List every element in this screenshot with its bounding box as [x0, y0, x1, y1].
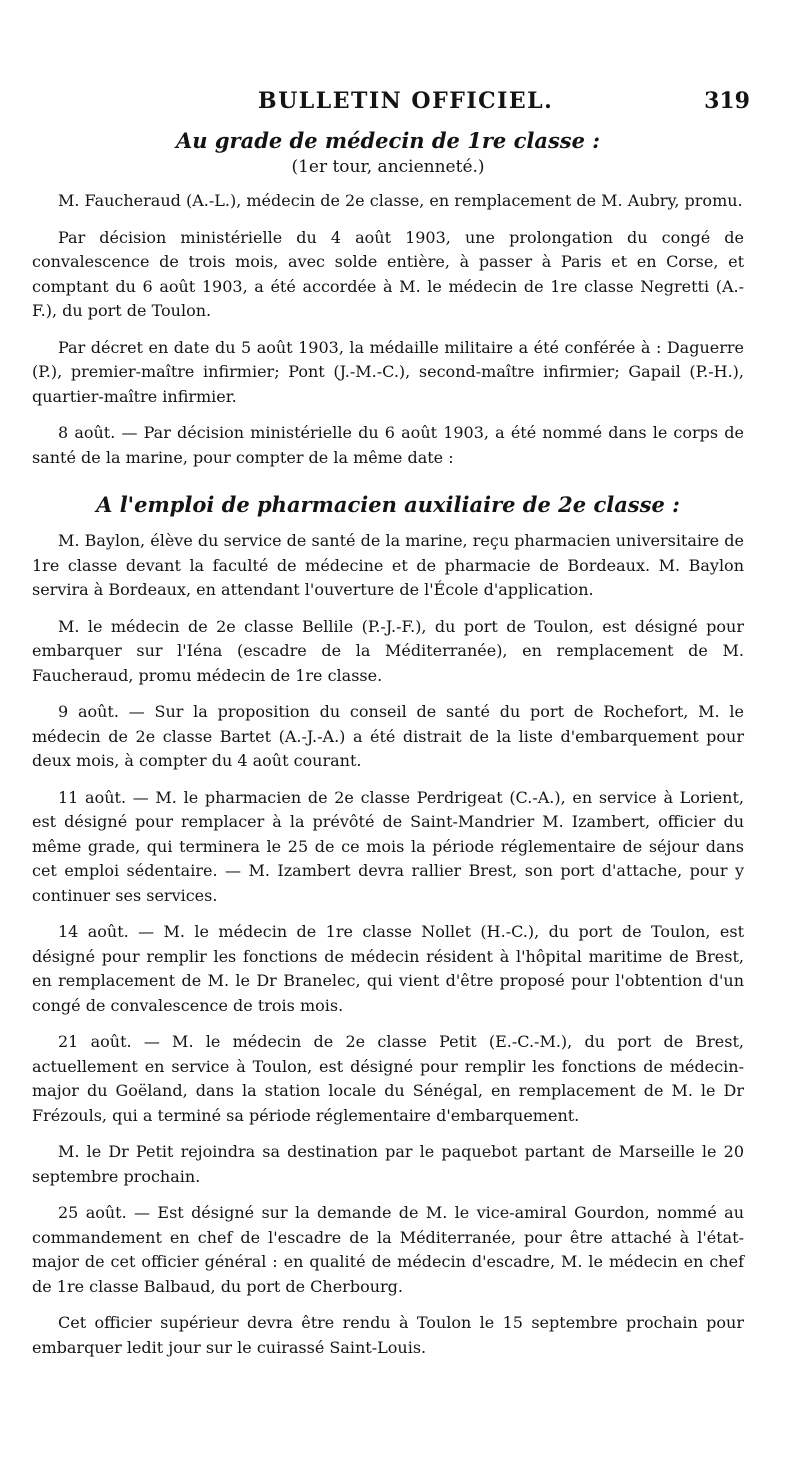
- document-body: [32, 128, 744, 1360]
- paragraph: M. Faucheraud (A.-L.), médecin de 2e classe, en remplacement de M. Aubry, promu.: [58, 191, 743, 210]
- paragraph: M. Baylon, élève du service de santé de la marine, reçu pharmacien universitaire de 1re classe devant la faculté de médecine et de pharmacie de Bordeaux. M. Baylon servira à Bordeaux, en attendant l'ouverture de l'École d'application.: [32, 531, 744, 599]
- paragraph: 14 août. — M. le médecin de 1re classe Nollet (H.-C.), du port de Toulon, est désigné pour remplir les fonctions de médecin résident à l'hôpital maritime de Brest, en remplacement de M. le Dr Branelec, qui vient d'être proposé pour l'obtention d'un congé de convalescence de trois mois.: [32, 922, 744, 1015]
- page-number: 319: [704, 88, 750, 114]
- paragraph: Par décision ministérielle du 4 août 1903, une prolongation du congé de convalescence de trois mois, avec solde entière, à passer à Paris et en Corse, et comptant du 6 août 1903, a été accordée à M. le médecin de 1re classe Negretti (A.-F.), du port de Toulon.: [32, 227, 744, 320]
- paragraph: 25 août. — Est désigné sur la demande de M. le vice-amiral Gourdon, nommé au commandement en chef de l'escadre de la Méditerranée, pour être attaché à l'état-major de cet officier général : en qualité de médecin d'escadre, M. le médecin en chef de 1re classe Balbaud, du port de Cherbourg.: [32, 1203, 744, 1296]
- section-subheading: (1er tour, ancienneté.): [291, 157, 485, 177]
- paragraph: 9 août. — Sur la proposition du conseil de santé du port de Rochefort, M. le médecin de 2e classe Bartet (A.-J.-A.) a été distrait de la liste d'embarquement pour deux mois, à compter du 4 août courant.: [32, 702, 744, 770]
- section-heading-pharmacien-auxiliaire: A l'emploi de pharmacien auxiliaire de 2e classe :: [96, 492, 680, 517]
- section-heading-medecin-1re-classe: Au grade de médecin de 1re classe :: [175, 128, 601, 153]
- paragraph: M. le Dr Petit rejoindra sa destination par le paquebot partant de Marseille le 20 septembre prochain.: [32, 1142, 744, 1186]
- running-header: [258, 88, 750, 118]
- paragraph: 11 août. — M. le pharmacien de 2e classe Perdrigeat (C.-A.), en service à Lorient, est désigné pour remplacer à la prévôté de Saint-Mandrier M. Izambert, officier du même grade, qui terminera le 25 de ce mois la période réglementaire de séjour dans cet emploi sédentaire. — M. Izambert devra rallier Brest, son port d'attache, pour y continuer ses services.: [32, 787, 744, 905]
- paragraph: 21 août. — M. le médecin de 2e classe Petit (E.-C.-M.), du port de Brest, actuellement en service à Toulon, est désigné pour remplir les fonctions de médecin-major du Goëland, dans la station locale du Sénégal, en remplacement de M. le Dr Frézouls, qui a terminé sa période réglementaire d'embarquement.: [32, 1032, 744, 1125]
- paragraph: Cet officier supérieur devra être rendu à Toulon le 15 septembre prochain pour embarquer ledit jour sur le cuirassé Saint-Louis.: [32, 1313, 744, 1357]
- paragraph: M. le médecin de 2e classe Bellile (P.-J.-F.), du port de Toulon, est désigné pour embarquer sur l'Iéna (escadre de la Méditerranée), en remplacement de M. Faucheraud, promu médecin de 1re classe.: [32, 616, 744, 685]
- bulletin-title: BULLETIN OFFICIEL.: [258, 88, 554, 114]
- paragraph: 8 août. — Par décision ministérielle du 6 août 1903, a été nommé dans le corps de santé de la marine, pour compter de la même date :: [32, 423, 744, 467]
- paragraph: Par décret en date du 5 août 1903, la médaille militaire a été conférée à : Daguerre (P.), premier-maître infirmier; Pont (J.-M.-C.), second-maître infirmier; Gapail (P.-H.), quartier-maître infirmier.: [32, 337, 744, 406]
